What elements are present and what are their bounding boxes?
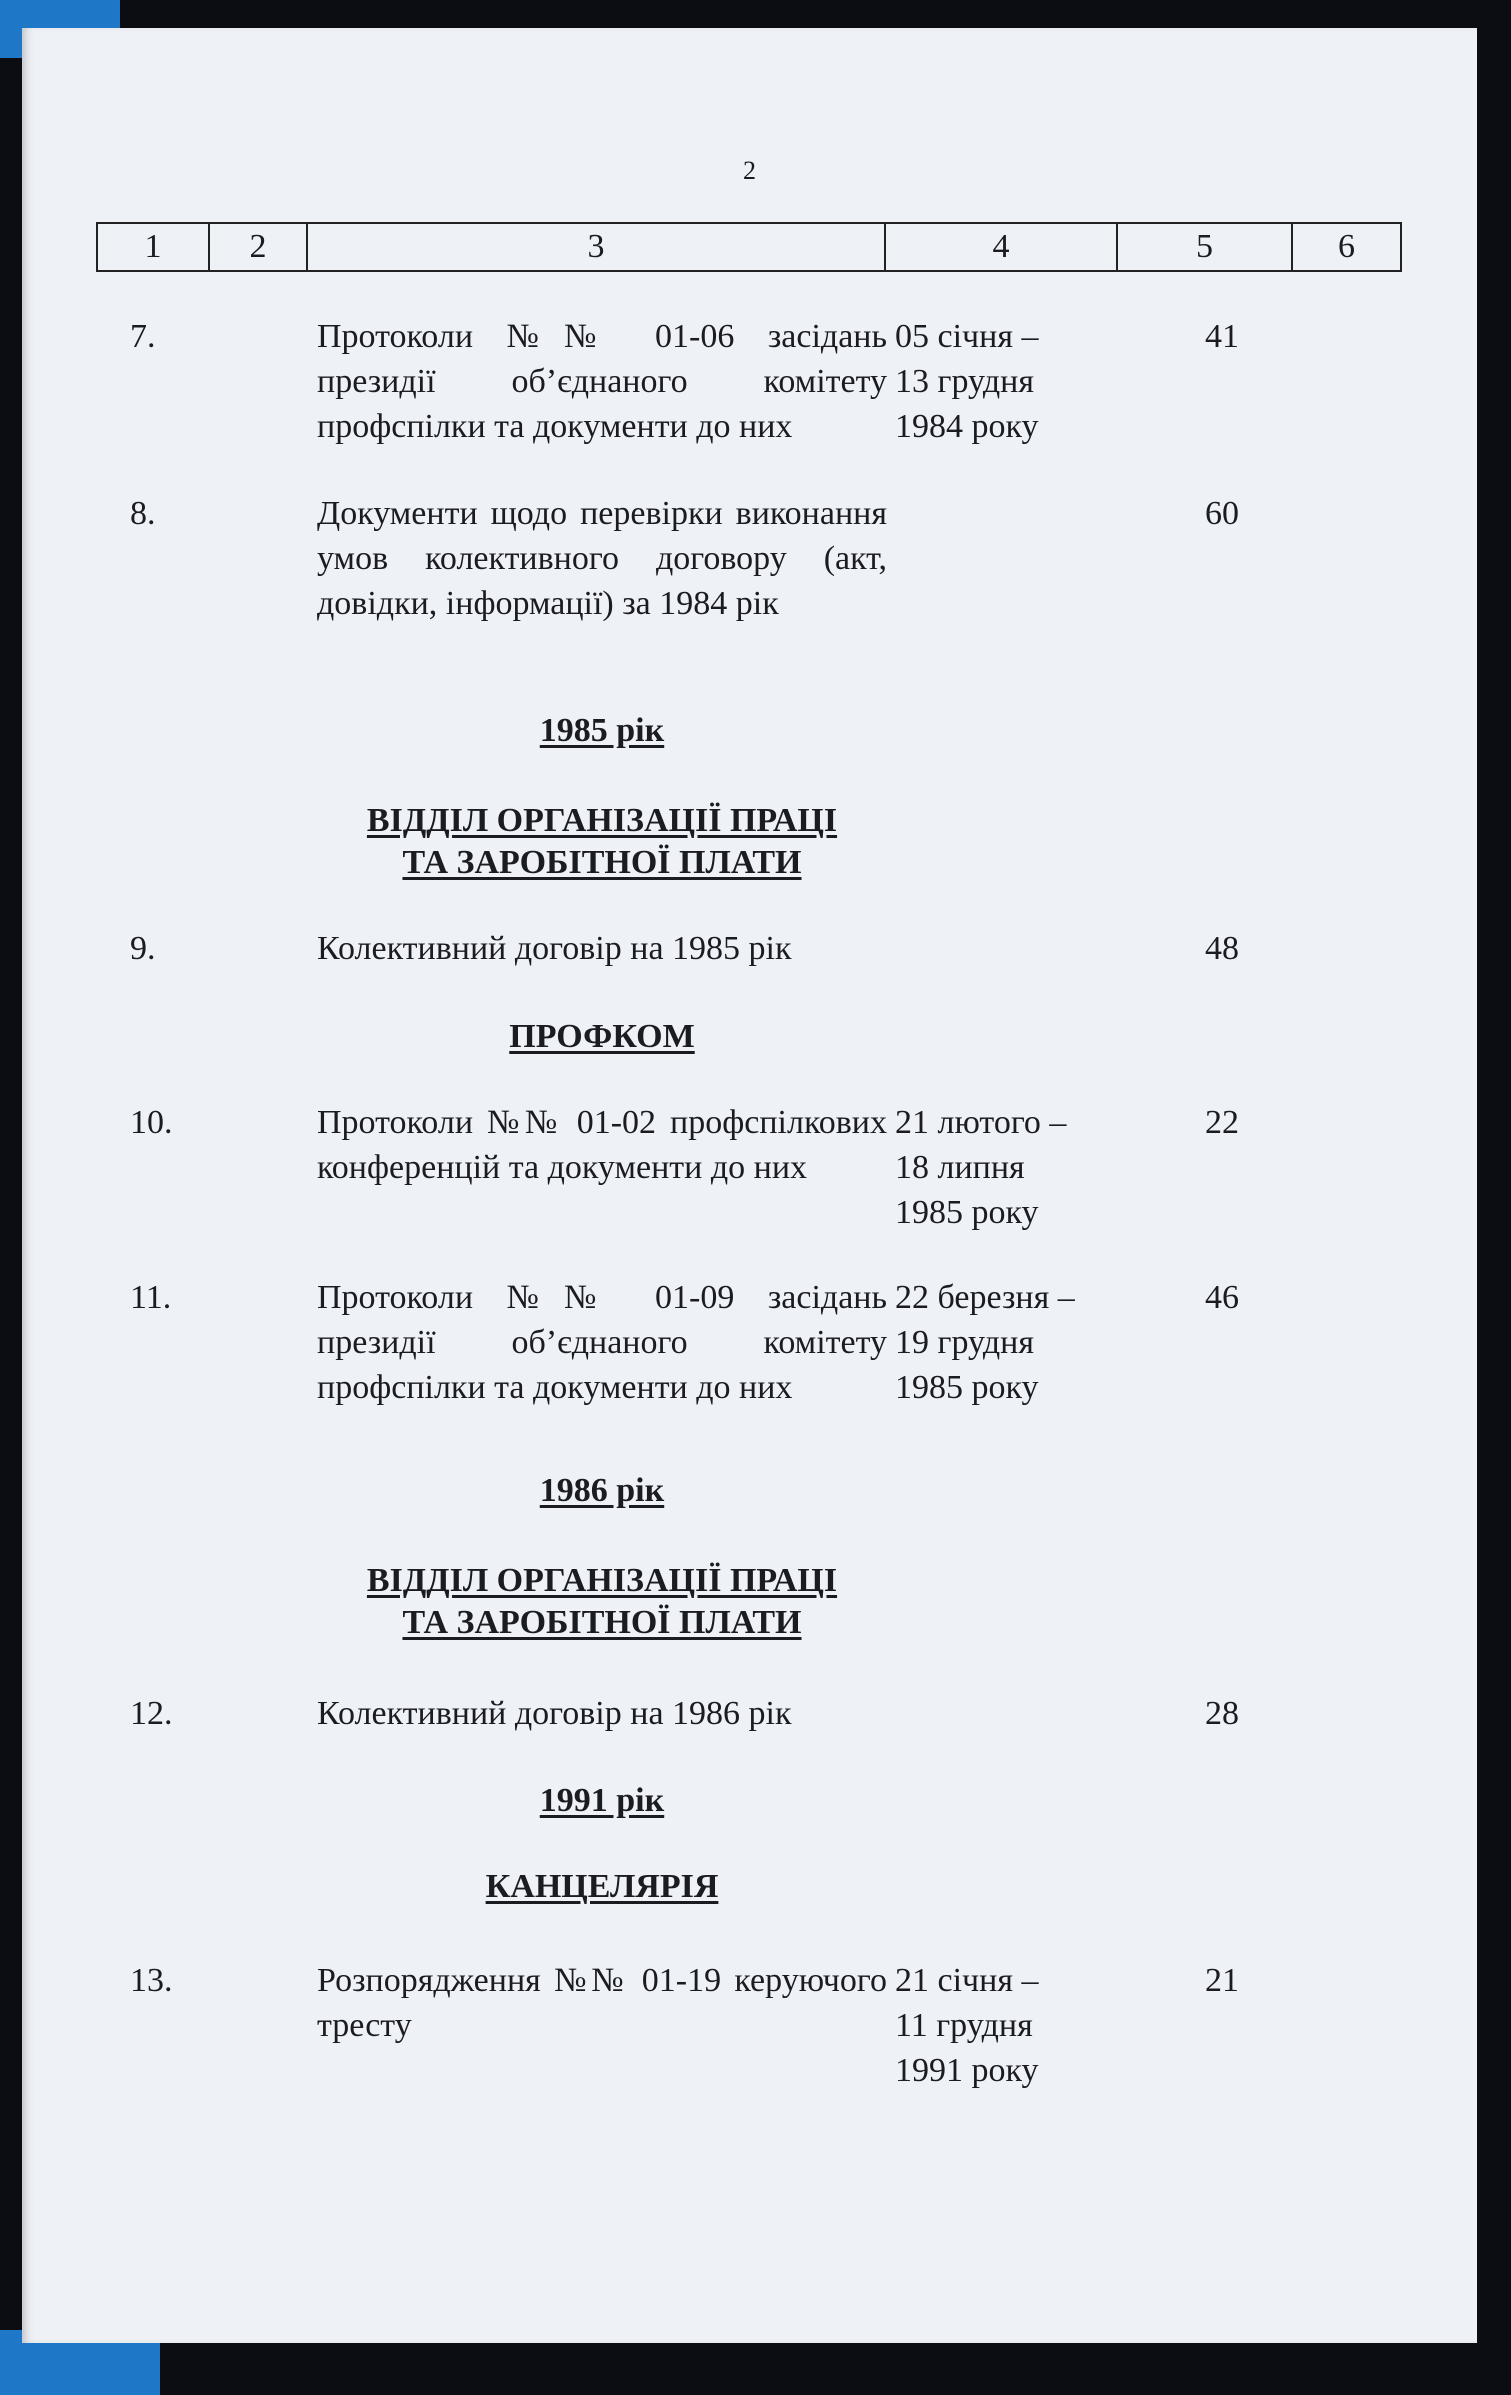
- entry-date-year: 1985 року: [895, 1194, 1039, 1231]
- entry-date-start: 05 січня –: [895, 318, 1039, 355]
- profkom-heading: ПРОФКОМ: [509, 1018, 695, 1055]
- document-page: [22, 28, 1477, 2343]
- entry-dates: [895, 1275, 1115, 1410]
- entry-number: 12.: [130, 1695, 173, 1732]
- year-heading-1991: 1991 рік: [539, 1782, 665, 1819]
- entry-sheet-count: 28: [1205, 1695, 1239, 1732]
- column-header-1: 1: [98, 224, 210, 270]
- entry-title: Протоколи №№ 01-09 засідань президії об’єднаного комітету профспілки та документи до них: [317, 1279, 887, 1406]
- year-heading-1986: 1986 рік: [539, 1472, 665, 1509]
- entry-title: Протоколи №№ 01-06 засідань президії об’єднаного комітету профспілки та документи до них: [317, 318, 887, 445]
- entry-dates: [895, 314, 1115, 449]
- entry-number: 13.: [130, 1962, 173, 1999]
- entry-number: 9.: [130, 930, 156, 967]
- entry-date-start: 21 лютого –: [895, 1104, 1067, 1141]
- entry-date-year: 1985 року: [895, 1369, 1039, 1406]
- entry-date-end: 11 грудня: [895, 2007, 1033, 2044]
- entry-title: Колективний договір на 1986 рік: [317, 1695, 792, 1732]
- entry-title: Колективний договір на 1985 рік: [317, 930, 792, 967]
- entry-title: Документи щодо перевірки виконання умов колективного договору (акт, довідки, інформації) за 1984 рік: [317, 495, 887, 622]
- entry-number: 11.: [130, 1279, 172, 1316]
- year-heading-1985: 1985 рік: [539, 712, 665, 749]
- entry-sheet-count: 22: [1205, 1104, 1239, 1141]
- column-header-5: 5: [1118, 224, 1293, 270]
- entry-number: 7.: [130, 318, 156, 355]
- entry-sheet-count: 60: [1205, 495, 1239, 532]
- entry-sheet-count: 21: [1205, 1962, 1239, 1999]
- entry-date-end: 13 грудня: [895, 363, 1034, 400]
- entry-date-end: 18 липня: [895, 1149, 1025, 1186]
- column-header-4: 4: [886, 224, 1118, 270]
- entry-date-year: 1984 року: [895, 408, 1039, 445]
- department-heading-1985: ВІДДІЛ ОРГАНІЗАЦІЇ ПРАЦІ ТА ЗАРОБІТНОЇ ПЛАТИ: [366, 802, 838, 881]
- page-number: 2: [743, 156, 756, 185]
- entry-date-start: 22 березня –: [895, 1279, 1075, 1316]
- entry-date-end: 19 грудня: [895, 1324, 1034, 1361]
- entry-number: 8.: [130, 495, 156, 532]
- entry-title: Розпорядження №№ 01-19 керуючого тресту: [317, 1962, 887, 2044]
- column-header-2: 2: [210, 224, 308, 270]
- entry-title: Протоколи №№ 01-02 профспілкових конференцій та документи до них: [317, 1104, 887, 1186]
- entry-sheet-count: 41: [1205, 318, 1239, 355]
- column-header-3: 3: [308, 224, 886, 270]
- entry-date-start: 21 січня –: [895, 1962, 1039, 1999]
- kantselyariya-heading: КАНЦЕЛЯРІЯ: [485, 1868, 719, 1905]
- column-header-6: 6: [1338, 228, 1355, 265]
- entry-sheet-count: 48: [1205, 930, 1239, 967]
- entry-dates: [895, 1100, 1115, 1235]
- entry-sheet-count: 46: [1205, 1279, 1239, 1316]
- column-header-table: [96, 222, 1402, 272]
- department-heading-1986: ВІДДІЛ ОРГАНІЗАЦІЇ ПРАЦІ ТА ЗАРОБІТНОЇ ПЛАТИ: [366, 1562, 838, 1641]
- entry-date-year: 1991 року: [895, 2052, 1039, 2089]
- entry-dates: [895, 1958, 1115, 2093]
- entry-number: 10.: [130, 1104, 173, 1141]
